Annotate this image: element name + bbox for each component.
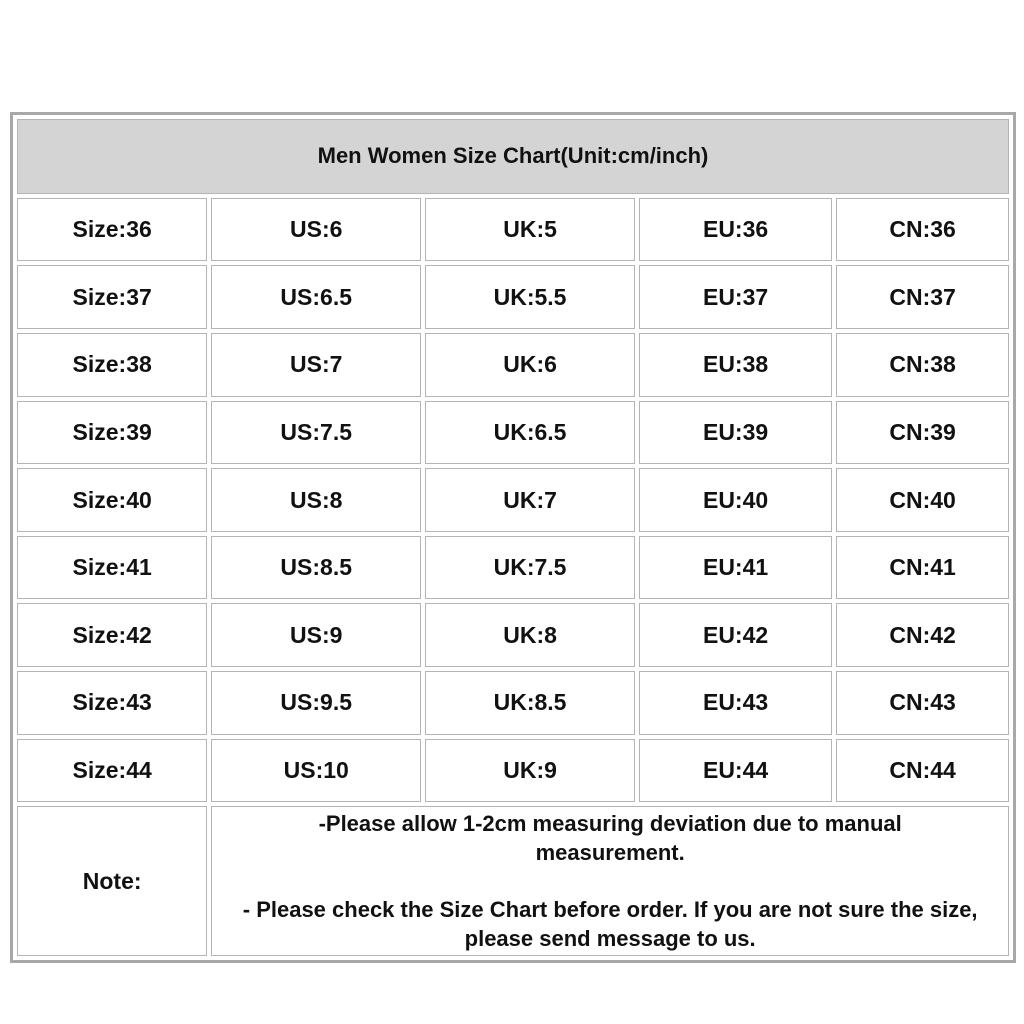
us-cell: US:10 (211, 739, 421, 803)
size-row (17, 265, 1009, 329)
size-row (17, 198, 1009, 262)
size-cell: Size:37 (17, 265, 207, 329)
chart-title: Men Women Size Chart(Unit:cm/inch) (17, 119, 1009, 194)
size-cell: Size:43 (17, 671, 207, 735)
note-line-2: - Please check the Size Chart before order. If you are not sure the size, please send message to us. (242, 897, 978, 952)
cn-cell: CN:39 (836, 401, 1009, 465)
cn-cell: CN:44 (836, 739, 1009, 803)
size-cell: Size:36 (17, 198, 207, 262)
note-row (17, 806, 1009, 956)
cn-cell: CN:36 (836, 198, 1009, 262)
eu-cell: EU:36 (639, 198, 832, 262)
size-cell: Size:42 (17, 603, 207, 667)
eu-cell: EU:44 (639, 739, 832, 803)
note-label: Note: (17, 806, 207, 956)
cn-cell: CN:38 (836, 333, 1009, 397)
note-spacer (242, 867, 978, 895)
size-row (17, 468, 1009, 532)
uk-cell: UK:8.5 (425, 671, 635, 735)
eu-cell: EU:39 (639, 401, 832, 465)
uk-cell: UK:7.5 (425, 536, 635, 600)
cn-cell: CN:43 (836, 671, 1009, 735)
size-row (17, 333, 1009, 397)
size-chart-table (13, 115, 1013, 960)
uk-cell: UK:9 (425, 739, 635, 803)
note-text (211, 806, 1009, 956)
uk-cell: UK:6 (425, 333, 635, 397)
us-cell: US:8.5 (211, 536, 421, 600)
us-cell: US:6.5 (211, 265, 421, 329)
header-row (17, 119, 1009, 194)
cn-cell: CN:41 (836, 536, 1009, 600)
eu-cell: EU:37 (639, 265, 832, 329)
note-line-1: -Please allow 1-2cm measuring deviation due to manual measurement. (318, 811, 902, 866)
size-cell: Size:40 (17, 468, 207, 532)
eu-cell: EU:42 (639, 603, 832, 667)
cn-cell: CN:42 (836, 603, 1009, 667)
size-row (17, 671, 1009, 735)
size-cell: Size:41 (17, 536, 207, 600)
eu-cell: EU:38 (639, 333, 832, 397)
cn-cell: CN:40 (836, 468, 1009, 532)
uk-cell: UK:6.5 (425, 401, 635, 465)
us-cell: US:9.5 (211, 671, 421, 735)
us-cell: US:7.5 (211, 401, 421, 465)
size-row (17, 739, 1009, 803)
eu-cell: EU:40 (639, 468, 832, 532)
size-cell: Size:38 (17, 333, 207, 397)
cn-cell: CN:37 (836, 265, 1009, 329)
us-cell: US:8 (211, 468, 421, 532)
size-row (17, 603, 1009, 667)
uk-cell: UK:5 (425, 198, 635, 262)
us-cell: US:6 (211, 198, 421, 262)
us-cell: US:9 (211, 603, 421, 667)
size-cell: Size:39 (17, 401, 207, 465)
eu-cell: EU:41 (639, 536, 832, 600)
eu-cell: EU:43 (639, 671, 832, 735)
size-row (17, 536, 1009, 600)
uk-cell: UK:5.5 (425, 265, 635, 329)
size-row (17, 401, 1009, 465)
size-cell: Size:44 (17, 739, 207, 803)
uk-cell: UK:7 (425, 468, 635, 532)
us-cell: US:7 (211, 333, 421, 397)
size-chart (10, 112, 1016, 963)
uk-cell: UK:8 (425, 603, 635, 667)
